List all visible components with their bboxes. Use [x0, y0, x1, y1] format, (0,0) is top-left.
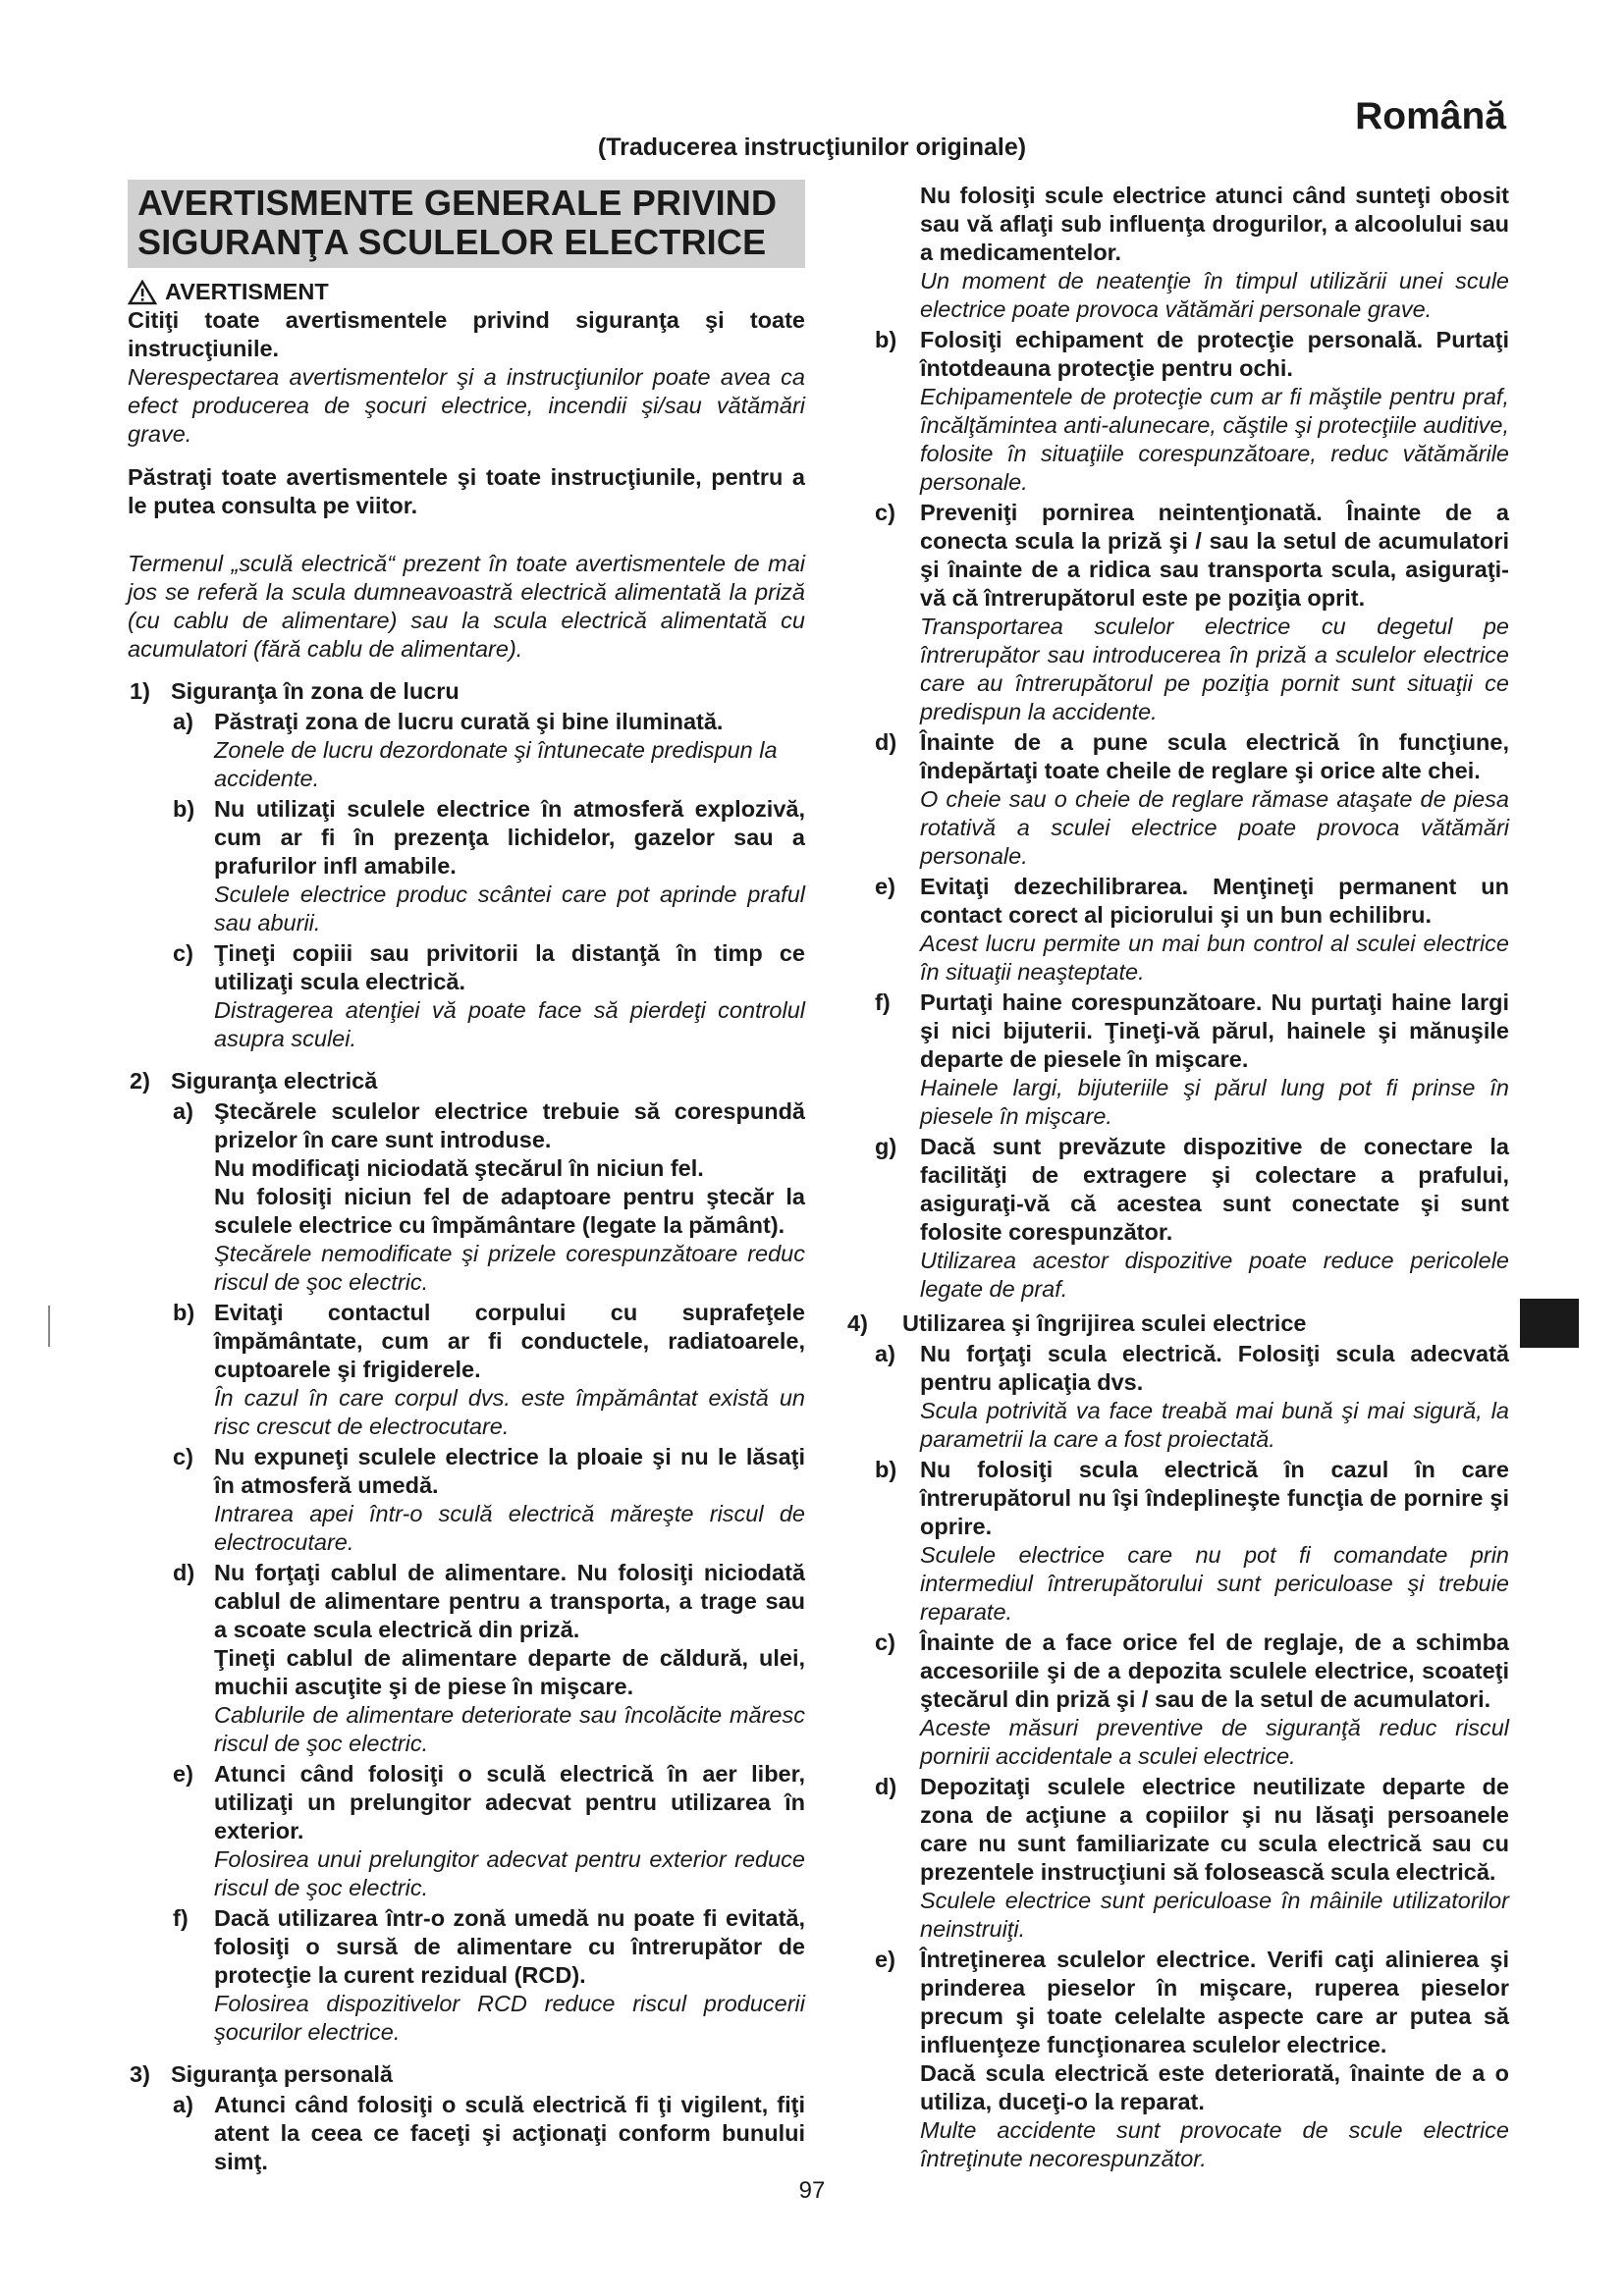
- heading-line-1: AVERTISMENTE GENERALE PRIVIND: [137, 183, 778, 223]
- intro-bold: Citiţi toate avertismentele privind siguranţa şi toate instrucţiunile.: [128, 307, 805, 361]
- warning-triangle-icon: [128, 280, 157, 305]
- list-item: g) Dacă sunt prevăzute dispozitive de conectare la facilităţi de extragere şi colectare a prafului, asiguraţi-vă că acestea sunt conectate şi sunt folosite corespunzător. Utilizarea acestor dispozitive poate reduce pericolele legate de praf.: [875, 1134, 1509, 1302]
- list-item: b) Evitaţi contactul corpului cu suprafeţele împământate, cum ar fi conductele, radiatoarele, cuptoarele şi frigiderele. În cazul în care corpul dvs. este împământat există un risc crescut de electrocutare.: [173, 1300, 805, 1439]
- list-item: b) Folosiţi echipament de protecţie personală. Purtaţi întotdeauna protecţie pentru ochi. Echipamentele de protecţie cum ar fi măştile pentru praf, încălţămintea anti-alunecare, căştile şi protecţiile auditive, folosite în situaţiile corespunzătoare, reduc vătămările personale.: [875, 327, 1509, 495]
- heading-line-2: SIGURANŢA SCULELOR ELECTRICE: [137, 222, 767, 262]
- list-item: e) Atunci când folosiţi o sculă electrică în aer liber, utilizaţi un prelungitor adecvat pentru utilizarea în exterior. Folosirea unui prelungitor adecvat pentru exterior reduce riscul de şoc electric.: [173, 1761, 805, 1900]
- list-item: b) Nu utilizaţi sculele electrice în atmosferă explozivă, cum ar fi în prezenţa lichidelor, gazelor sau a prafurilor infl amabile. Sculele electrice produc scântei care pot aprinde praful sau aburii.: [173, 796, 805, 935]
- section-tab-marker: [1520, 1299, 1579, 1348]
- list-item: e) Întreţinerea sculelor electrice. Verifi caţi alinierea şi prinderea pieselor în mişcare, ruperea pieselor precum şi toate celelalte aspecte care ar putea să influenţeze funcţionarea sculelor electrice. Dacă scula electrică este deteriorată, înainte de a o utiliza, duceţi-o la reparat. Multe accidente sunt provocate de scule electrice întreţinute necorespunzător.: [875, 1947, 1509, 2171]
- section-heading-box: [128, 180, 805, 268]
- left-column: [128, 180, 805, 2176]
- warning-label: AVERTISMENT: [165, 279, 329, 304]
- term-definition: Termenul „sculă electrică“ prezent în toate avertismentele de mai jos se referă la scula dumneavoastră electrică alimentată la priză (cu cablu de alimentare) sau la scula electrică alimentată cu acumulatori (fără cablu de alimentare).: [128, 551, 805, 662]
- list-item: c) Nu expuneţi sculele electrice la ploaie şi nu le lăsaţi în atmosferă umedă. Intrarea apei într-o sculă electrică măreşte riscul de electrocutare.: [173, 1444, 805, 1555]
- list-item: c) Înainte de a face orice fel de reglaje, de a schimba accesoriile şi de a depozita sculele electrice, scoateţi ştecărul din priză şi / sau de la setul de acumulatori. Aceste măsuri preventive de siguranţă reduc riscul pornirii accidentale a sculei electrice.: [875, 1629, 1509, 1769]
- list-item: d) Înainte de a pune scula electrică în funcţiune, îndepărtaţi toate cheile de reglare şi orice alte chei. O cheie sau o cheie de reglare rămase ataşate de piesa rotativă a sculei electrice poate provoca vătămări personale.: [875, 729, 1509, 869]
- list-item-continued: Nu folosiţi scule electrice atunci când sunteţi obosit sau vă aflaţi sub influenţa drogurilor, a alcoolului sau a medicamentelor. Un moment de neatenţie în timpul utilizării unei scule electrice poate provoca vătămări personale grave.: [920, 183, 1509, 322]
- right-column: [847, 180, 1509, 2173]
- list-item: f) Dacă utilizarea într-o zonă umedă nu poate fi evitată, folosiţi o sursă de alimentare cu întrerupător de protecţie la curent rezidual (RCD). Folosirea dispozitivelor RCD reduce riscul producerii şocurilor electrice.: [173, 1905, 805, 2045]
- intro-italic: Nerespectarea avertismentelor şi a instrucţiunilor poate avea ca efect producerea de şocuri electrice, incendii şi/sau vătămări grave.: [128, 364, 805, 447]
- section-3-title: 3) Siguranţa personală: [130, 2061, 393, 2087]
- list-item: d) Depozitaţi sculele electrice neutilizate departe de zona de acţiune a copiilor şi nu lăsaţi persoanele care nu sunt familiarizate cu scula electrică sau cu prezentele instrucţiuni să folosească scula electrică. Sculele electrice sunt periculoase în mâinile utilizatorilor neinstruiţi.: [875, 1774, 1509, 1942]
- list-item: f) Purtaţi haine corespunzătoare. Nu purtaţi haine largi şi nici bijuterii. Ţineţi-vă părul, hainele şi mănuşile departe de piesele în mişcare. Hainele largi, bijuteriile şi părul lung pot fi prinse în piesele în mişcare.: [875, 989, 1509, 1129]
- keep-instructions: Păstraţi toate avertismentele şi toate instrucţiunile, pentru a le putea consulta pe viitor.: [128, 464, 805, 518]
- section-2-title: 2) Siguranţa electrică: [130, 1068, 378, 1094]
- language-label: Română: [1355, 95, 1506, 137]
- warning-line: [128, 278, 805, 306]
- list-item: e) Evitaţi dezechilibrarea. Menţineţi permanent un contact corect al piciorului şi un bun echilibru. Acest lucru permite un mai bun control al sculei electrice în situaţii neaşteptate.: [875, 874, 1509, 985]
- subtitle: (Traducerea instrucţiunilor originale): [597, 133, 1027, 161]
- list-item: b) Nu folosiţi scula electrică în cazul în care întrerupătorul nu îşi îndeplineşte funcţia de pornire şi oprire. Sculele electrice care nu pot fi comandate prin intermediul întrerupătorului sunt periculoase şi trebuie reparate.: [875, 1457, 1509, 1625]
- list-item: c) Preveniţi pornirea neintenţionată. Înainte de a conecta scula la priză şi / sau la setul de acumulatori şi înainte de a ridica sau transporta scula, asiguraţi-vă că întrerupătorul este pe poziţia oprit. Transportarea sculelor electrice cu degetul pe întrerupător sau introducerea în priză a sculelor electrice care au întrerupătorul pe poziţia pornit sunt situaţii ce predispun la accidente.: [875, 500, 1509, 724]
- list-item: a) Păstraţi zona de lucru curată şi bine iluminată. Zonele de lucru dezordonate şi întunecate predispun la accidente.: [173, 709, 778, 791]
- section-1-title: 1) Siguranţa în zona de lucru: [130, 678, 460, 704]
- list-item: c) Ţineţi copiii sau privitorii la distanţă în timp ce utilizaţi scula electrică. Distragerea atenţiei vă poate face să pierdeţi controlul asupra sculei.: [173, 940, 805, 1051]
- list-item: a) Atunci când folosiţi o sculă electrică fi ţi vigilent, fiţi atent la ceea ce faceţi şi acţionaţi conform bunului simţ.: [173, 2092, 805, 2174]
- section-4-title: 4) Utilizarea şi îngrijirea sculei electrice: [847, 1310, 1307, 1336]
- list-item: d) Nu forţaţi cablul de alimentare. Nu folosiţi niciodată cablul de alimentare pentru a transporta, a trage sau a scoate scula electrică din priză. Ţineţi cablul de alimentare departe de căldură, ulei, muchii ascuţite şi de piese în mişcare. Cablurile de alimentare deteriorate sau încolăcite măresc riscul de şoc electric.: [173, 1560, 805, 1756]
- margin-line: [48, 1306, 50, 1347]
- page-number: 97: [798, 2177, 826, 2204]
- list-item: a) Nu forţaţi scula electrică. Folosiţi scula adecvată pentru aplicaţia dvs. Scula potrivită va face treabă mai bună şi mai sigură, la parametrii la care a fost proiectată.: [875, 1341, 1509, 1452]
- list-item: a) Ştecărele sculelor electrice trebuie să corespundă prizelor în care sunt introduse. Nu modificaţi niciodată ştecărul în niciun fel. Nu folosiţi niciun fel de adaptoare pentru ştecăr la sculele electrice cu împământare (legate la pământ). Ştecărele nemodificate şi prizele corespunzătoare reduc riscul de şoc electric.: [173, 1098, 805, 1295]
